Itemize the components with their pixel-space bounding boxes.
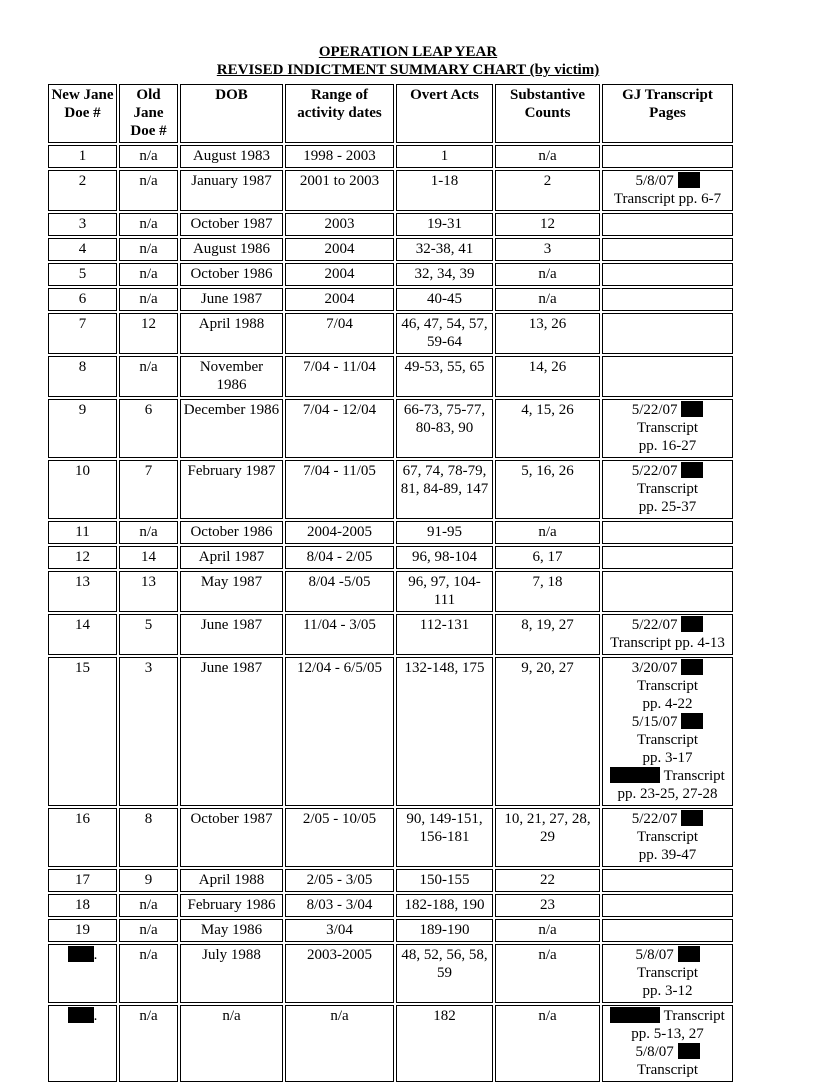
header-dob (180, 84, 283, 143)
cell-new-jane-doe: 5 (48, 263, 117, 286)
cell-substantive-counts: 3 (495, 238, 600, 261)
gj-transcript-line: Transcript (605, 1007, 730, 1025)
cell-gj-transcript-pages (602, 808, 733, 867)
cell-activity-range: n/a (285, 1005, 394, 1082)
header-line: Old (136, 87, 161, 103)
document-title: OPERATION LEAP YEAR (318, 44, 498, 60)
cell-old-jane-doe: 5 (119, 614, 178, 655)
table-row (48, 288, 733, 311)
cell-dob: June 1987 (180, 657, 283, 806)
table-row (48, 614, 733, 655)
cell-activity-range: 7/04 (285, 313, 394, 354)
cell-substantive-counts: n/a (495, 263, 600, 286)
cell-substantive-counts: 13, 26 (495, 313, 600, 354)
cell-old-jane-doe: n/a (119, 145, 178, 168)
cell-new-jane-doe: 9 (48, 399, 117, 458)
cell-gj-transcript-pages (602, 614, 733, 655)
cell-new-jane-doe: 13 (48, 571, 117, 612)
indictment-summary-table (46, 82, 735, 1084)
table-row (48, 145, 733, 168)
gj-transcript-line: 5/8/07 (605, 172, 730, 190)
cell-activity-range: 2003 (285, 213, 394, 236)
cell-old-jane-doe: 13 (119, 571, 178, 612)
cell-activity-range: 12/04 - 6/5/05 (285, 657, 394, 806)
cell-new-jane-doe: 2 (48, 170, 117, 211)
cell-gj-transcript-pages (602, 919, 733, 942)
cell-substantive-counts: 9, 20, 27 (495, 657, 600, 806)
table-row (48, 170, 733, 211)
cell-gj-transcript-pages (602, 521, 733, 544)
table-row (48, 546, 733, 569)
table-row (48, 571, 733, 612)
header-overt-acts (396, 84, 493, 143)
gj-transcript-line: 5/22/07 (605, 616, 730, 634)
cell-old-jane-doe: n/a (119, 1005, 178, 1082)
table-row (48, 944, 733, 1003)
cell-old-jane-doe: 12 (119, 313, 178, 354)
cell-gj-transcript-pages (602, 1005, 733, 1082)
cell-gj-transcript-pages (602, 460, 733, 519)
header-line: Doe # (130, 123, 167, 139)
gj-transcript-line: Transcript pp. 6-7 (613, 191, 722, 207)
table-row (48, 894, 733, 917)
cell-substantive-counts: 4, 15, 26 (495, 399, 600, 458)
cell-dob: February 1987 (180, 460, 283, 519)
redaction-block (681, 713, 703, 729)
cell-new-jane-doe: 7 (48, 313, 117, 354)
cell-new-jane-doe: 16 (48, 808, 117, 867)
cell-overt-acts: 48, 52, 56, 58, 59 (396, 944, 493, 1003)
cell-old-jane-doe: n/a (119, 919, 178, 942)
header-line: Jane (133, 105, 164, 121)
table-row (48, 1005, 733, 1082)
cell-substantive-counts: 10, 21, 27, 28, 29 (495, 808, 600, 867)
header-old-jane-doe (119, 84, 178, 143)
cell-overt-acts: 182 (396, 1005, 493, 1082)
cell-overt-acts: 67, 74, 78-79, 81, 84-89, 147 (396, 460, 493, 519)
cell-substantive-counts: 12 (495, 213, 600, 236)
cell-activity-range: 11/04 - 3/05 (285, 614, 394, 655)
cell-dob: July 1988 (180, 944, 283, 1003)
table-row (48, 213, 733, 236)
cell-overt-acts: 91-95 (396, 521, 493, 544)
cell-dob: April 1987 (180, 546, 283, 569)
cell-activity-range: 3/04 (285, 919, 394, 942)
table-row (48, 521, 733, 544)
cell-old-jane-doe: n/a (119, 944, 178, 1003)
gj-transcript-line: pp. 16-27 (638, 438, 697, 454)
cell-gj-transcript-pages (602, 869, 733, 892)
cell-substantive-counts: n/a (495, 521, 600, 544)
cell-new-jane-doe: . (48, 1005, 117, 1082)
cell-activity-range: 2/05 - 10/05 (285, 808, 394, 867)
gj-transcript-line: pp. 3-17 (642, 750, 693, 766)
cell-old-jane-doe: n/a (119, 238, 178, 261)
cell-new-jane-doe: . (48, 944, 117, 1003)
cell-gj-transcript-pages (602, 213, 733, 236)
cell-old-jane-doe: n/a (119, 170, 178, 211)
cell-gj-transcript-pages (602, 657, 733, 806)
cell-dob: February 1986 (180, 894, 283, 917)
table-row (48, 657, 733, 806)
redaction-block (681, 659, 703, 675)
cell-new-jane-doe: 4 (48, 238, 117, 261)
cell-dob: January 1987 (180, 170, 283, 211)
cell-old-jane-doe: 3 (119, 657, 178, 806)
cell-substantive-counts: 23 (495, 894, 600, 917)
cell-activity-range: 8/03 - 3/04 (285, 894, 394, 917)
gj-transcript-line: pp. 3-12 (642, 983, 693, 999)
table-row (48, 313, 733, 354)
cell-dob: December 1986 (180, 399, 283, 458)
cell-overt-acts: 132-148, 175 (396, 657, 493, 806)
gj-transcript-line: pp. 25-37 (638, 499, 697, 515)
cell-substantive-counts: n/a (495, 919, 600, 942)
table-row (48, 399, 733, 458)
header-line: Doe # (64, 105, 101, 121)
table-row (48, 460, 733, 519)
gj-transcript-line: pp. 23-25, 27-28 (617, 786, 718, 802)
cell-gj-transcript-pages (602, 145, 733, 168)
cell-new-jane-doe: 6 (48, 288, 117, 311)
cell-activity-range: 2003-2005 (285, 944, 394, 1003)
header-line: Pages (649, 105, 686, 121)
cell-substantive-counts: n/a (495, 288, 600, 311)
cell-old-jane-doe: 9 (119, 869, 178, 892)
cell-overt-acts: 49-53, 55, 65 (396, 356, 493, 397)
gj-transcript-line: 5/8/07 (605, 946, 730, 964)
cell-old-jane-doe: n/a (119, 288, 178, 311)
header-range-of-activity-dates (285, 84, 394, 143)
gj-transcript-line: Transcript (636, 1062, 699, 1078)
cell-new-jane-doe: 10 (48, 460, 117, 519)
header-line: Substantive (509, 87, 586, 103)
cell-dob: November 1986 (180, 356, 283, 397)
cell-gj-transcript-pages (602, 894, 733, 917)
gj-transcript-line: Transcript (636, 420, 699, 436)
cell-old-jane-doe: n/a (119, 213, 178, 236)
gj-transcript-line: pp. 5-13, 27 (631, 1026, 704, 1042)
redaction-block (681, 462, 703, 478)
cell-overt-acts: 32-38, 41 (396, 238, 493, 261)
gj-transcript-line: Transcript (636, 965, 699, 981)
redaction-block (681, 616, 703, 632)
gj-transcript-line: Transcript pp. 4-13 (610, 635, 725, 651)
cell-dob: May 1987 (180, 571, 283, 612)
table-row (48, 356, 733, 397)
cell-dob: June 1987 (180, 614, 283, 655)
cell-old-jane-doe: n/a (119, 521, 178, 544)
cell-old-jane-doe: n/a (119, 894, 178, 917)
redaction-block (678, 946, 700, 962)
redaction-block (68, 1007, 94, 1023)
cell-overt-acts: 189-190 (396, 919, 493, 942)
cell-substantive-counts: n/a (495, 145, 600, 168)
cell-overt-acts: 32, 34, 39 (396, 263, 493, 286)
document-subtitle: REVISED INDICTMENT SUMMARY CHART (by victim) (216, 62, 600, 78)
header-line: Counts (524, 105, 571, 121)
cell-dob: April 1988 (180, 869, 283, 892)
table-row (48, 808, 733, 867)
cell-new-jane-doe: 15 (48, 657, 117, 806)
cell-dob: April 1988 (180, 313, 283, 354)
cell-activity-range: 2001 to 2003 (285, 170, 394, 211)
cell-new-jane-doe: 3 (48, 213, 117, 236)
header-line: New Jane (51, 87, 114, 103)
table-row (48, 919, 733, 942)
cell-overt-acts: 112-131 (396, 614, 493, 655)
cell-overt-acts: 182-188, 190 (396, 894, 493, 917)
redaction-block (678, 1043, 700, 1059)
cell-dob: June 1987 (180, 288, 283, 311)
cell-activity-range: 2/05 - 3/05 (285, 869, 394, 892)
gj-transcript-line: 3/20/07 (605, 659, 730, 677)
cell-overt-acts: 1 (396, 145, 493, 168)
header-line: activity dates (297, 105, 382, 121)
cell-overt-acts: 96, 98-104 (396, 546, 493, 569)
cell-gj-transcript-pages (602, 546, 733, 569)
cell-substantive-counts: 22 (495, 869, 600, 892)
cell-old-jane-doe: n/a (119, 263, 178, 286)
gj-transcript-line: 5/22/07 (605, 810, 730, 828)
cell-gj-transcript-pages (602, 288, 733, 311)
cell-activity-range: 7/04 - 11/04 (285, 356, 394, 397)
cell-dob: October 1986 (180, 521, 283, 544)
cell-substantive-counts: 7, 18 (495, 571, 600, 612)
cell-new-jane-doe: 11 (48, 521, 117, 544)
cell-old-jane-doe: n/a (119, 356, 178, 397)
cell-dob: October 1986 (180, 263, 283, 286)
cell-dob: October 1987 (180, 808, 283, 867)
cell-new-jane-doe: 19 (48, 919, 117, 942)
gj-transcript-line: pp. 4-22 (642, 696, 693, 712)
gj-transcript-line: 5/8/07 (605, 1043, 730, 1061)
cell-dob: August 1986 (180, 238, 283, 261)
header-line: GJ Transcript (622, 87, 713, 103)
redaction-block (681, 810, 703, 826)
cell-gj-transcript-pages (602, 238, 733, 261)
cell-activity-range: 7/04 - 11/05 (285, 460, 394, 519)
cell-overt-acts: 19-31 (396, 213, 493, 236)
cell-dob: October 1987 (180, 213, 283, 236)
gj-transcript-line: pp. 39-47 (638, 847, 697, 863)
cell-overt-acts: 1-18 (396, 170, 493, 211)
cell-gj-transcript-pages (602, 571, 733, 612)
gj-transcript-line: Transcript (636, 481, 699, 497)
redaction-block (68, 946, 94, 962)
cell-substantive-counts: 6, 17 (495, 546, 600, 569)
header-line: Overt Acts (410, 87, 479, 103)
redaction-block (610, 1007, 660, 1023)
table-row (48, 238, 733, 261)
header-line: Range of (310, 87, 369, 103)
cell-gj-transcript-pages (602, 399, 733, 458)
cell-overt-acts: 90, 149-151, 156-181 (396, 808, 493, 867)
redaction-block (681, 401, 703, 417)
cell-gj-transcript-pages (602, 356, 733, 397)
cell-old-jane-doe: 8 (119, 808, 178, 867)
cell-new-jane-doe: 8 (48, 356, 117, 397)
cell-overt-acts: 96, 97, 104-111 (396, 571, 493, 612)
header-gj-transcript-pages (602, 84, 733, 143)
cell-overt-acts: 66-73, 75-77, 80-83, 90 (396, 399, 493, 458)
cell-gj-transcript-pages (602, 944, 733, 1003)
redaction-block (610, 767, 660, 783)
cell-dob: August 1983 (180, 145, 283, 168)
gj-transcript-line: Transcript (636, 732, 699, 748)
cell-overt-acts: 40-45 (396, 288, 493, 311)
header-new-jane-doe (48, 84, 117, 143)
cell-overt-acts: 150-155 (396, 869, 493, 892)
gj-transcript-line: Transcript (636, 678, 699, 694)
cell-activity-range: 8/04 - 2/05 (285, 546, 394, 569)
cell-activity-range: 1998 - 2003 (285, 145, 394, 168)
gj-transcript-line: 5/22/07 (605, 401, 730, 419)
cell-old-jane-doe: 14 (119, 546, 178, 569)
cell-gj-transcript-pages (602, 263, 733, 286)
cell-substantive-counts: 14, 26 (495, 356, 600, 397)
cell-new-jane-doe: 12 (48, 546, 117, 569)
cell-activity-range: 2004 (285, 238, 394, 261)
cell-substantive-counts: 2 (495, 170, 600, 211)
cell-activity-range: 2004 (285, 288, 394, 311)
cell-activity-range: 2004-2005 (285, 521, 394, 544)
cell-substantive-counts: 5, 16, 26 (495, 460, 600, 519)
cell-old-jane-doe: 6 (119, 399, 178, 458)
gj-transcript-line: 5/15/07 (605, 713, 730, 731)
table-row (48, 869, 733, 892)
gj-transcript-line: 5/22/07 (605, 462, 730, 480)
cell-substantive-counts: n/a (495, 1005, 600, 1082)
table-row (48, 263, 733, 286)
gj-transcript-line: Transcript (636, 829, 699, 845)
header-substantive-counts (495, 84, 600, 143)
cell-new-jane-doe: 1 (48, 145, 117, 168)
cell-dob: May 1986 (180, 919, 283, 942)
cell-substantive-counts: n/a (495, 944, 600, 1003)
header-line: DOB (215, 87, 248, 103)
cell-overt-acts: 46, 47, 54, 57, 59-64 (396, 313, 493, 354)
cell-new-jane-doe: 14 (48, 614, 117, 655)
cell-new-jane-doe: 18 (48, 894, 117, 917)
cell-activity-range: 7/04 - 12/04 (285, 399, 394, 458)
cell-new-jane-doe: 17 (48, 869, 117, 892)
cell-gj-transcript-pages (602, 313, 733, 354)
cell-activity-range: 8/04 -5/05 (285, 571, 394, 612)
redaction-block (678, 172, 700, 188)
header-row (48, 84, 733, 143)
cell-dob: n/a (180, 1005, 283, 1082)
cell-activity-range: 2004 (285, 263, 394, 286)
cell-old-jane-doe: 7 (119, 460, 178, 519)
cell-gj-transcript-pages (602, 170, 733, 211)
gj-transcript-line: Transcript (605, 767, 730, 785)
cell-substantive-counts: 8, 19, 27 (495, 614, 600, 655)
